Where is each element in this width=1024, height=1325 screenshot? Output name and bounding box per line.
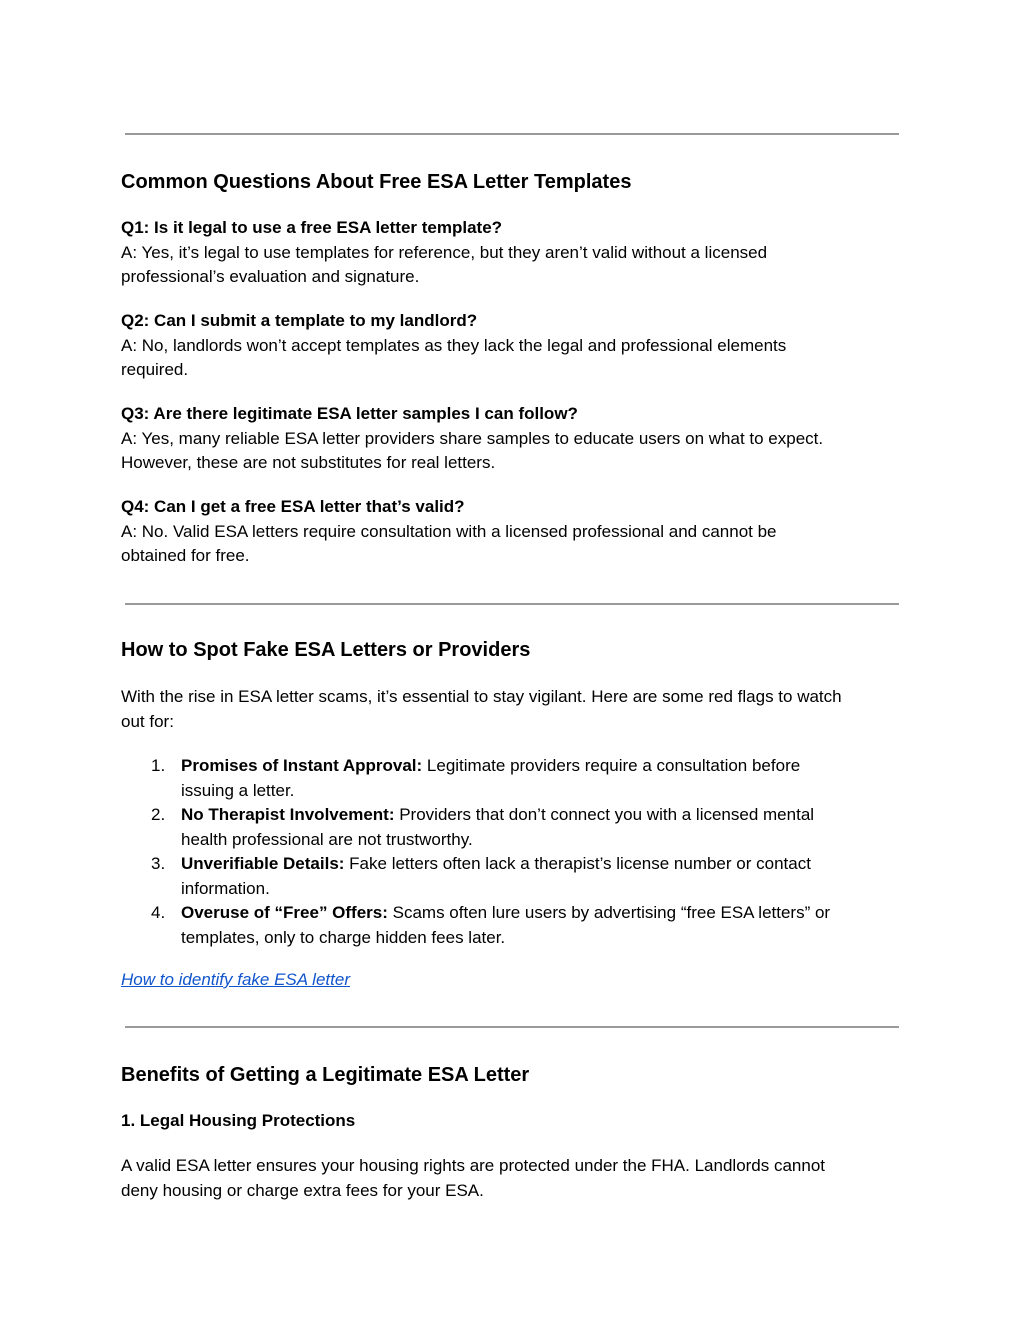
faq-item-4 <box>121 495 903 569</box>
faq-item-1 <box>121 216 903 290</box>
list-item-label: Unverifiable Details: <box>181 854 345 873</box>
list-item-text: templates, only to charge hidden fees later. <box>181 927 506 947</box>
benefits-heading: Benefits of Getting a Legitimate ESA Letter <box>121 1064 530 1086</box>
list-item-label: No Therapist Involvement: <box>181 805 395 824</box>
section-divider <box>125 133 899 135</box>
section-divider <box>125 1026 899 1028</box>
faq-answer-line: However, these are not substitutes for real letters. <box>121 453 496 472</box>
faq-item-3 <box>121 402 903 476</box>
list-item <box>121 852 903 901</box>
faq-question: Q3: Are there legitimate ESA letter samples I can follow? <box>121 404 578 423</box>
list-item <box>121 901 903 950</box>
benefits-subheading: 1. Legal Housing Protections <box>121 1111 356 1130</box>
faq-answer-line: A: Yes, it’s legal to use templates for reference, but they aren’t valid without a licensed <box>121 242 768 262</box>
benefits-paragraph <box>121 1154 903 1203</box>
faq-answer-line: required. <box>121 360 189 379</box>
intro-line: out for: <box>121 711 174 731</box>
list-item-label: Overuse of “Free” Offers: <box>181 903 388 922</box>
paragraph-line: A valid ESA letter ensures your housing rights are protected under the FHA. Landlords cannot <box>121 1156 826 1175</box>
red-flags-list <box>121 754 903 950</box>
faq-question: Q2: Can I submit a template to my landlord? <box>121 311 478 330</box>
list-item-text: Providers that don’t connect you with a licensed mental <box>394 805 815 824</box>
list-item-label: Promises of Instant Approval: <box>181 756 423 775</box>
faq-heading: Common Questions About Free ESA Letter Templates <box>121 171 632 193</box>
list-item <box>121 803 903 852</box>
identify-fake-esa-link[interactable]: How to identify fake ESA letter <box>121 970 350 989</box>
intro-line: With the rise in ESA letter scams, it’s essential to stay vigilant. Here are some red flags to watch <box>121 687 842 706</box>
fake-letters-heading: How to Spot Fake ESA Letters or Providers <box>121 639 531 661</box>
paragraph-line: deny housing or charge extra fees for your ESA. <box>121 1180 484 1200</box>
list-item-text: issuing a letter. <box>181 780 295 800</box>
faq-answer-line: A: No, landlords won’t accept templates as they lack the legal and professional elements <box>121 335 787 355</box>
list-item <box>121 754 903 803</box>
faq-answer-line: professional’s evaluation and signature. <box>121 267 420 286</box>
list-item-text: Scams often lure users by advertising “free ESA letters” or <box>387 903 831 922</box>
fake-letters-intro <box>121 685 903 734</box>
list-item-text: Legitimate providers require a consultation before <box>422 756 801 775</box>
faq-question: Q1: Is it legal to use a free ESA letter template? <box>121 218 503 237</box>
section-divider <box>125 603 899 605</box>
faq-question: Q4: Can I get a free ESA letter that’s valid? <box>121 497 465 516</box>
faq-item-2 <box>121 309 903 383</box>
faq-answer-line: A: No. Valid ESA letters require consultation with a licensed professional and cannot be <box>121 521 777 541</box>
list-number: 4. <box>151 903 166 922</box>
list-number: 2. <box>151 805 166 824</box>
list-item-text: information. <box>181 878 270 898</box>
list-number: 3. <box>151 854 166 873</box>
faq-answer-line: A: Yes, many reliable ESA letter providers share samples to educate users on what to expect. <box>121 428 824 448</box>
list-item-text: Fake letters often lack a therapist’s license number or contact <box>344 854 811 873</box>
list-number: 1. <box>151 756 166 775</box>
link-paragraph <box>121 968 903 993</box>
faq-answer-line: obtained for free. <box>121 546 250 565</box>
list-item-text: health professional are not trustworthy. <box>181 829 473 849</box>
